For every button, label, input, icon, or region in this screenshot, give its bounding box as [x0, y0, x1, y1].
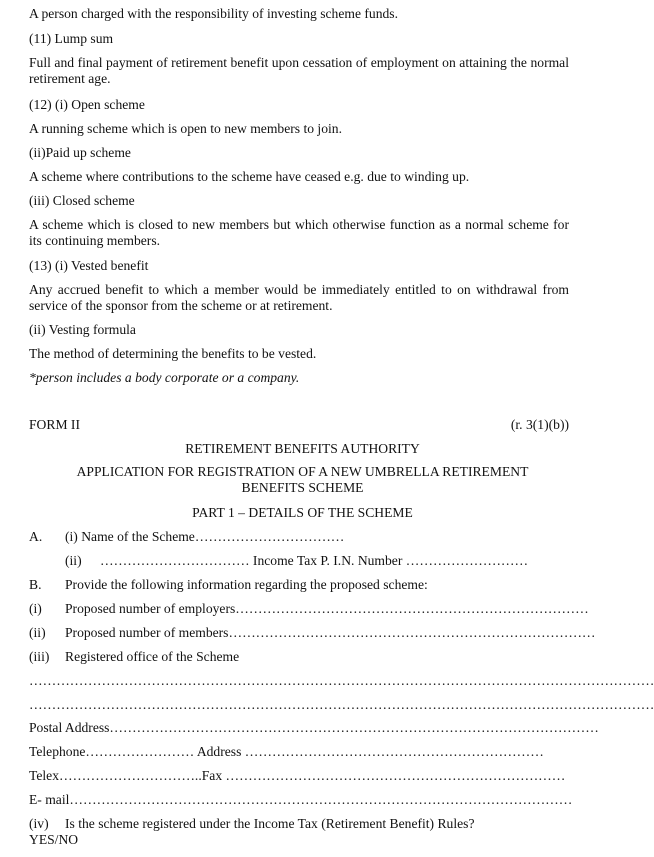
email-field[interactable]: E- mail…………………………………………………………………………………………………	[29, 792, 573, 807]
item-label-iii: (iii)	[29, 649, 50, 664]
part-title: PART 1 – DETAILS OF THE SCHEME	[192, 505, 413, 520]
definition-heading-vested-benefit: (13) (i) Vested benefit	[29, 258, 149, 273]
definition-text: A person charged with the responsibility of investing scheme funds.	[29, 6, 398, 21]
postal-address-field[interactable]: Postal Address………………………………………………………………………………………………	[29, 720, 599, 735]
tax-registration-question: Is the scheme registered under the Income Tax (Retirement Benefit) Rules?	[65, 816, 475, 831]
definition-heading-lump-sum: (11) Lump sum	[29, 31, 114, 46]
footnote: *person includes a body corporate or a company.	[29, 370, 300, 385]
definition-heading-open-scheme: (12) (i) Open scheme	[29, 97, 145, 112]
form-title: APPLICATION FOR REGISTRATION OF A NEW UMBRELLA RETIREMENT	[76, 464, 529, 479]
registered-office-label: Registered office of the Scheme	[65, 649, 240, 664]
definition-text: A scheme where contributions to the scheme have ceased e.g. due to winding up.	[29, 169, 470, 184]
employers-count-field[interactable]: Proposed number of employers……………………………………………………………………	[65, 601, 589, 616]
section-a-label: A.	[29, 529, 43, 544]
definition-heading-vesting-formula: (ii) Vesting formula	[29, 322, 136, 337]
definition-heading-paid-up-scheme: (ii)Paid up scheme	[29, 145, 131, 160]
definition-text: Any accrued benefit to which a member would be immediately entitled to on withdrawal from service of the sponsor from the scheme or at retirement.	[29, 282, 569, 313]
section-b-label: B.	[29, 577, 42, 592]
telex-fax-field[interactable]: Telex…………………………..Fax …………………………………………………………………	[29, 768, 566, 783]
scheme-name-field[interactable]: (i) Name of the Scheme……………………………	[65, 529, 345, 544]
definition-text: A scheme which is closed to new members but which otherwise function as a normal scheme for its continuing members.	[29, 217, 569, 248]
form-number: FORM II	[29, 417, 80, 432]
rule-reference: (r. 3(1)(b))	[510, 417, 569, 432]
telephone-address-field[interactable]: Telephone…………………… Address …………………………………………………………	[29, 744, 544, 759]
registered-office-line-2[interactable]: …………………………………………………………………………………………………………………………	[29, 697, 654, 712]
item-label-i: (i)	[29, 601, 42, 616]
form-title-continued: BENEFITS SCHEME	[241, 480, 364, 495]
item-label-iv: (iv)	[29, 816, 49, 831]
pin-number-field[interactable]: …………………………… Income Tax P. I.N. Number ………………………	[100, 553, 529, 568]
authority-heading: RETIREMENT BENEFITS AUTHORITY	[185, 441, 420, 456]
yes-no-answer[interactable]: YES/NO	[29, 832, 79, 847]
definition-text: Full and final payment of retirement benefit upon cessation of employment on attaining the normal retirement age.	[29, 55, 569, 86]
field-label-ii: (ii)	[65, 553, 82, 568]
definition-text: A running scheme which is open to new members to join.	[29, 121, 342, 136]
definition-heading-closed-scheme: (iii) Closed scheme	[29, 193, 135, 208]
registered-office-line-1[interactable]: …………………………………………………………………………………………………………………………	[29, 673, 654, 688]
definition-text: The method of determining the benefits to be vested.	[29, 346, 317, 361]
section-b-instruction: Provide the following information regarding the proposed scheme:	[65, 577, 428, 592]
members-count-field[interactable]: Proposed number of members………………………………………………………………………	[65, 625, 596, 640]
item-label-ii: (ii)	[29, 625, 46, 640]
